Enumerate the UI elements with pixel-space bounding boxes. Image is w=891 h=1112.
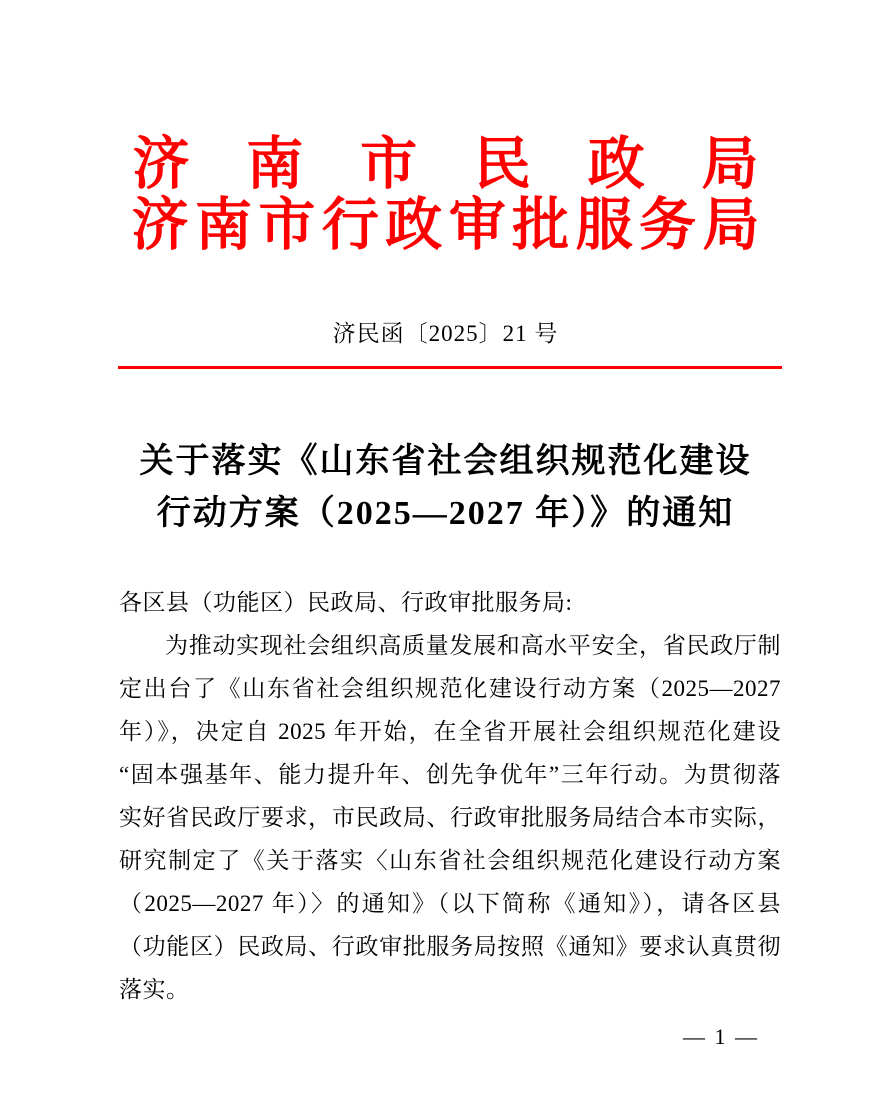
body-line: 定出台了《山东省社会组织规范化建设行动方案（2025—2027 (119, 676, 781, 701)
body-line: 为推动实现社会组织高质量发展和高水平安全，省民政厅制 (165, 633, 781, 658)
body-line: （功能区）民政局、行政审批服务局按照《通知》要求认真贯彻 (119, 934, 781, 959)
document-title-line-1: 关于落实《山东省社会组织规范化建设 (139, 443, 752, 480)
document-body (119, 581, 781, 1011)
body-line: “固本强基年、能力提升年、创先争优年”三年行动。为贯彻落 (119, 762, 781, 787)
document-title-line-2: 行动方案（2025—2027 年）》的通知 (156, 495, 735, 532)
body-line: 落实。 (119, 977, 190, 1002)
letterhead-agency-2: 济南市行政审批服务局 (131, 194, 760, 257)
page-number: — 1 — (683, 1024, 759, 1049)
letterhead (0, 134, 891, 257)
body-line: （2025—2027 年）〉的通知》（以下简称《通知》），请各区县 (119, 891, 781, 916)
letterhead-agency-1: 济南市民政局 (132, 133, 759, 196)
document-title (0, 436, 891, 540)
red-divider-rule (118, 366, 782, 369)
document-reference-number: 济民函〔2025〕21 号 (332, 321, 559, 346)
body-line: 实好省民政厅要求，市民政局、行政审批服务局结合本市实际， (119, 805, 781, 830)
salutation-line: 各区县（功能区）民政局、行政审批服务局: (119, 590, 573, 615)
body-line: 研究制定了《关于落实〈山东省社会组织规范化建设行动方案 (119, 848, 781, 873)
body-line: 年）》，决定自 2025 年开始，在全省开展社会组织规范化建设 (119, 719, 781, 744)
